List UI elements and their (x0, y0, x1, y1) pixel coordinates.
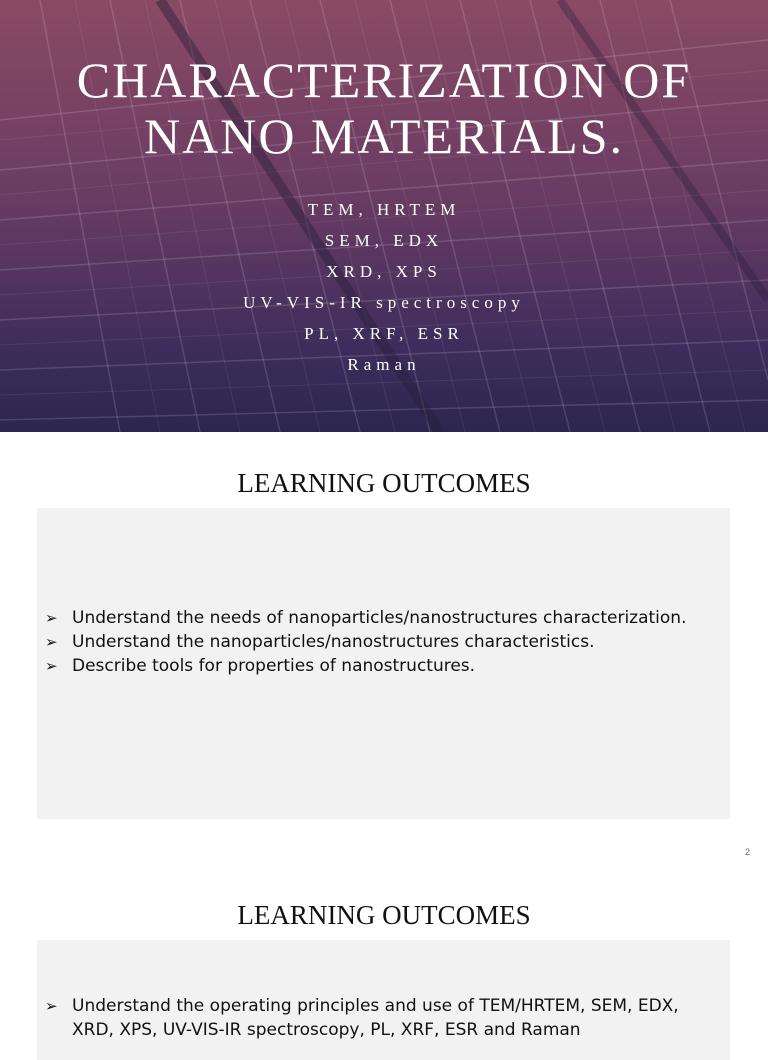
content-box (37, 940, 730, 1060)
arrow-bullet-icon: ➢ (45, 609, 58, 627)
bullet-text: Understand the needs of nanoparticles/nanostructures characterization. (72, 608, 687, 628)
learning-outcomes-slide-1 (0, 432, 768, 864)
bullet-text: Understand the nanoparticles/nanostructures characteristics. (72, 632, 595, 652)
title-line-2: NANO MATERIALS. (144, 108, 624, 164)
arrow-bullet-icon: ➢ (45, 997, 58, 1015)
bullet-item (37, 654, 730, 678)
technique-item: XRD, XPS (326, 262, 442, 281)
bullet-item (37, 994, 730, 1042)
content-box (37, 508, 730, 819)
bullet-text: Describe tools for properties of nanostructures. (72, 656, 476, 676)
bullet-item (37, 630, 730, 654)
technique-item: PL, XRF, ESR (304, 324, 464, 343)
bullet-list (37, 994, 730, 1042)
slide-heading: LEARNING OUTCOMES (237, 900, 531, 930)
bullet-item (37, 606, 730, 630)
presentation-title (0, 52, 768, 164)
learning-outcomes-slide-2 (0, 864, 768, 1040)
technique-item: TEM, HRTEM (307, 200, 461, 219)
page-number: 2 (744, 847, 750, 857)
slide-heading: LEARNING OUTCOMES (237, 468, 531, 498)
bullet-list (37, 606, 730, 678)
arrow-bullet-icon: ➢ (45, 633, 58, 651)
title-slide (0, 0, 768, 432)
technique-list (0, 194, 768, 380)
title-line-1: CHARACTERIZATION OF (76, 52, 692, 108)
arrow-bullet-icon: ➢ (45, 657, 58, 675)
bullet-text: Understand the operating principles and use of TEM/HRTEM, SEM, EDX, XRD, XPS, UV-VIS-IR spectroscopy, PL, XRF, ESR and Raman (72, 996, 679, 1040)
technique-item: SEM, EDX (324, 231, 444, 250)
technique-item: UV-VIS-IR spectroscopy (243, 293, 525, 312)
technique-item: Raman (347, 355, 421, 374)
